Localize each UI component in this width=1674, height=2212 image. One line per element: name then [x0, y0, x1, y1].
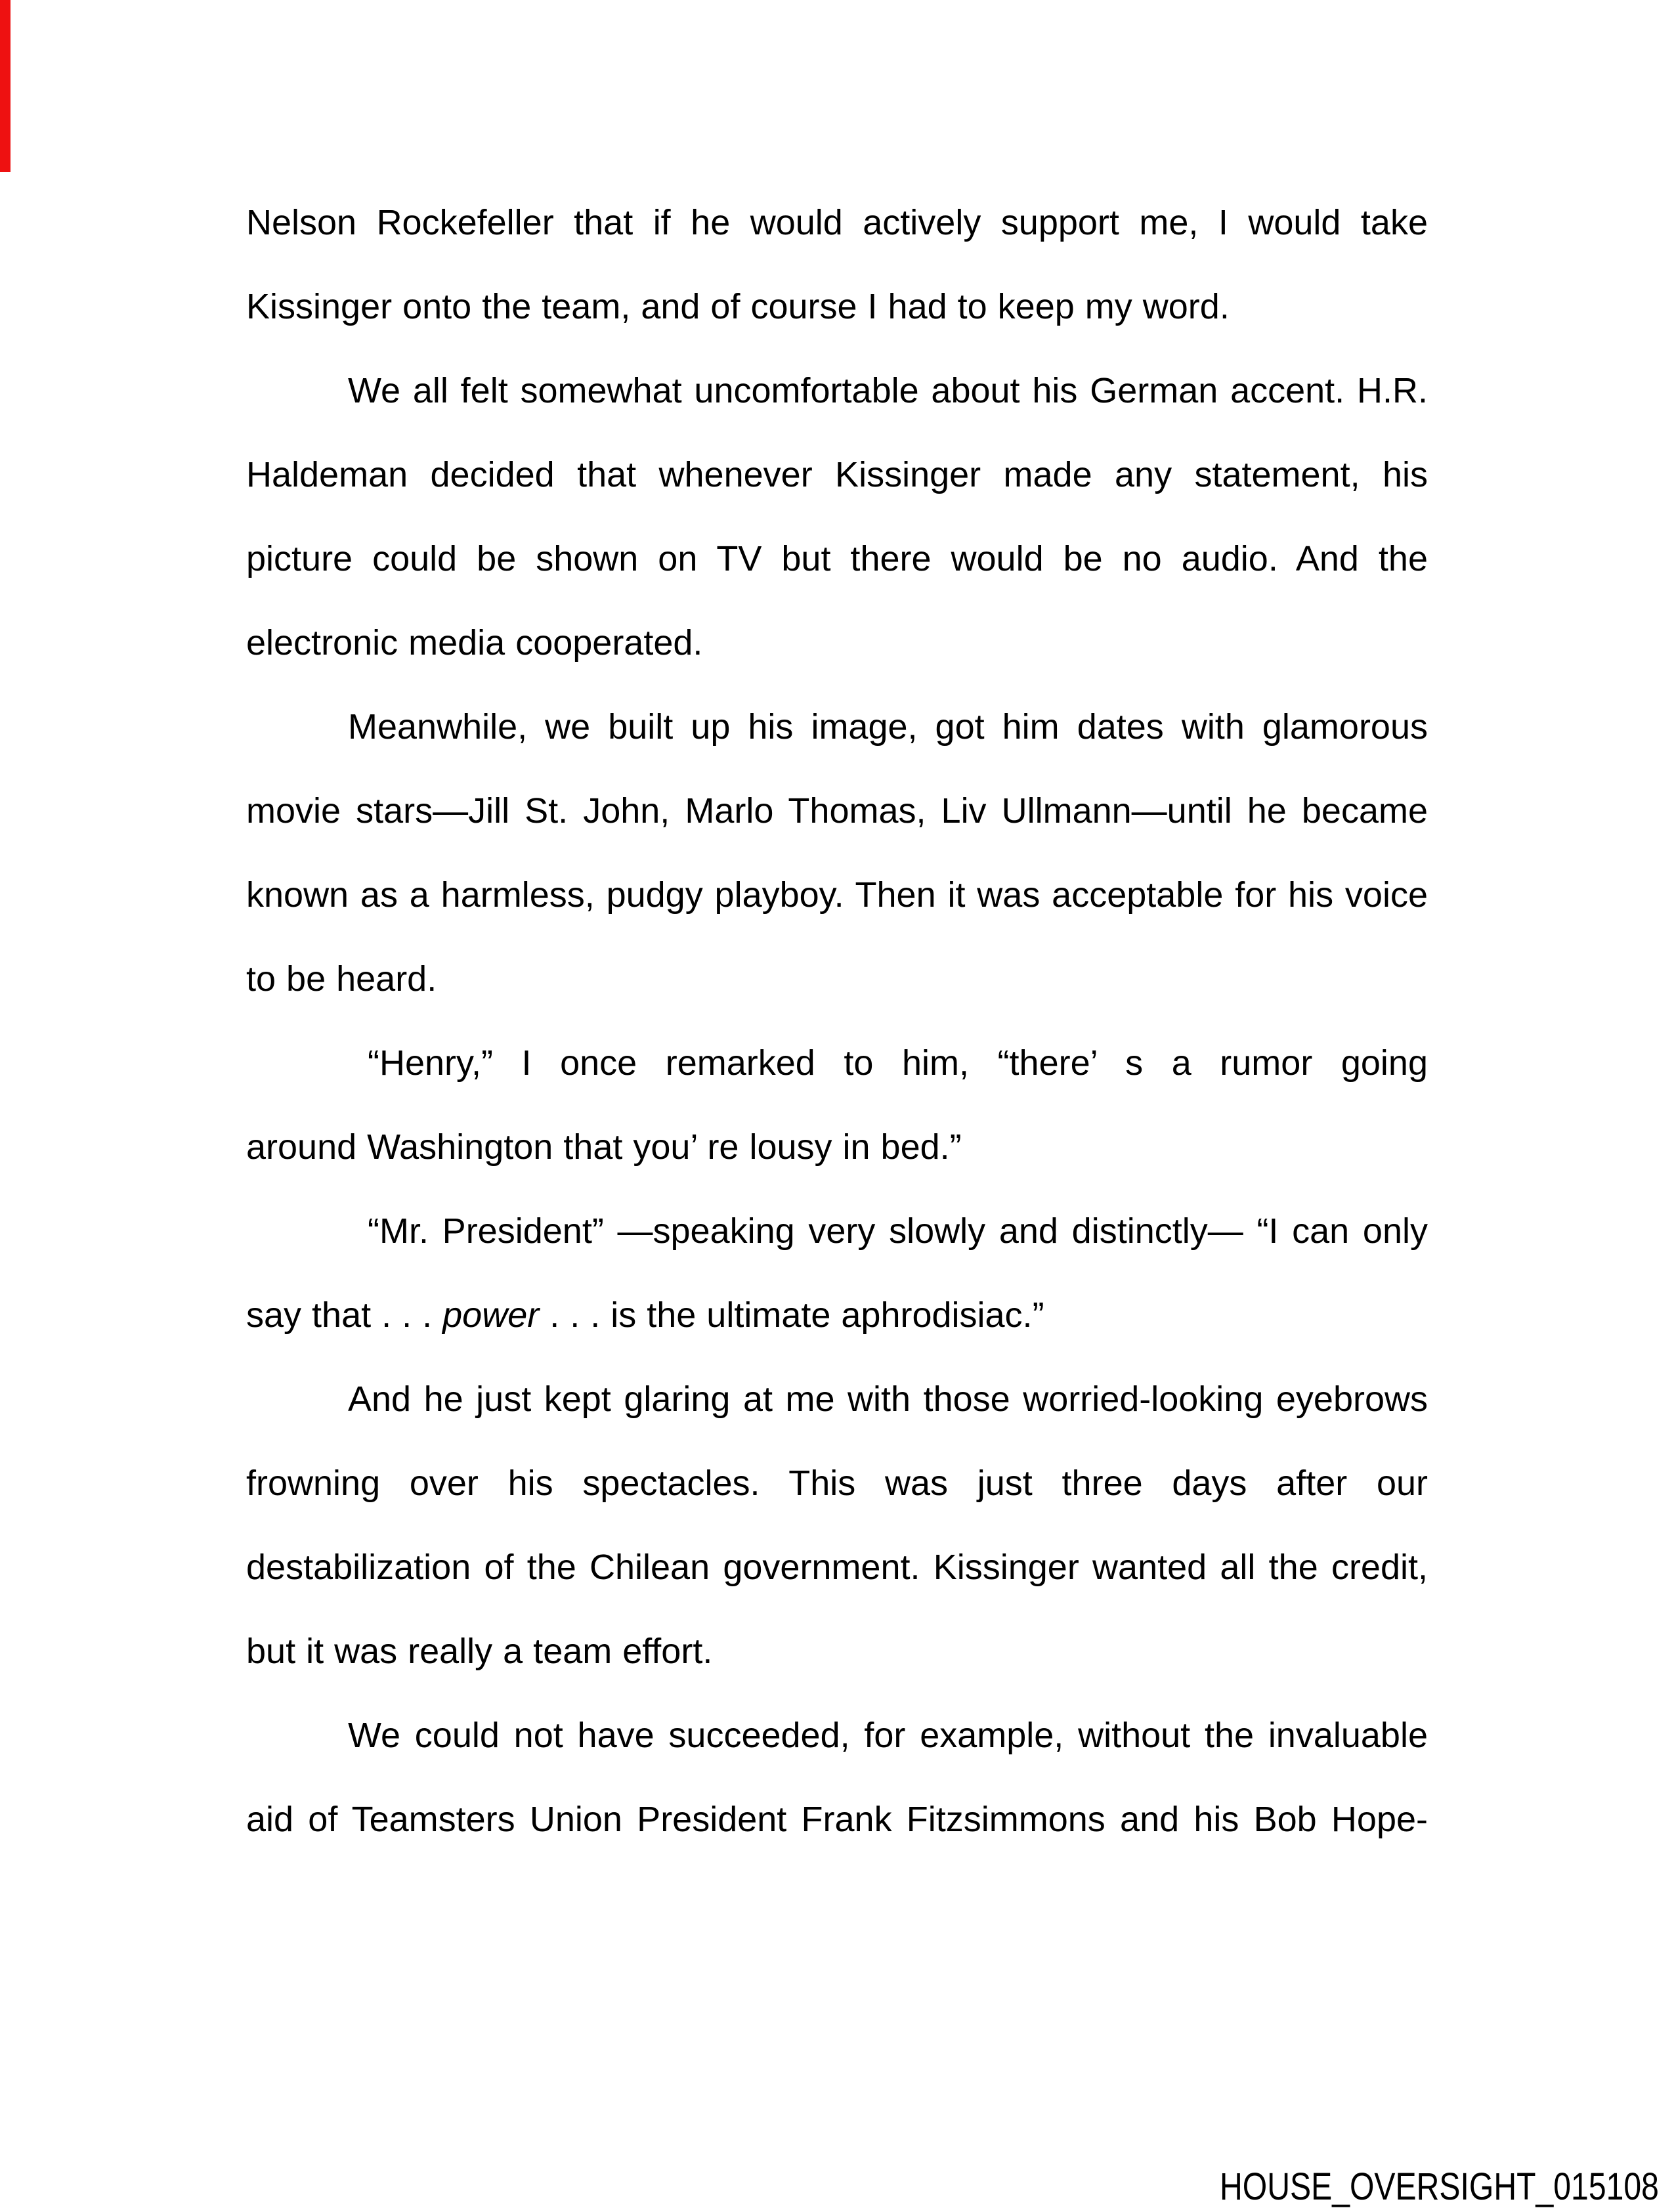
text-line — [246, 1441, 1428, 1525]
text-line — [246, 349, 1428, 433]
text-segment: electronic media cooperated. — [246, 623, 703, 662]
text-segment: destabilization of the Chilean government. Kissinger wanted all the credit, — [246, 1548, 1428, 1587]
text-segment: known as a harmless, pudgy playboy. Then it was acceptable for his voice — [246, 875, 1428, 915]
text-line — [246, 1357, 1428, 1441]
text-line — [246, 685, 1428, 769]
text-segment: “Henry,” I once remarked to him, “there’ s a rumor going — [368, 1043, 1428, 1083]
text-line — [246, 1021, 1428, 1105]
text-line — [246, 1273, 1428, 1357]
text-segment: We could not have succeeded, for example, without the invaluable — [348, 1716, 1428, 1755]
text-segment: Haldeman decided that whenever Kissinger made any statement, his — [246, 455, 1428, 494]
text-line — [246, 853, 1428, 937]
text-segment: aid of Teamsters Union President Frank Fitzsimmons and his Bob Hope- — [246, 1800, 1428, 1839]
text-line — [246, 1189, 1428, 1273]
text-segment: say that . . . — [246, 1295, 443, 1335]
text-segment: but it was really a team effort. — [246, 1632, 713, 1671]
text-segment: to be heard. — [246, 959, 437, 999]
text-line — [246, 265, 1428, 349]
text-segment: movie stars—Jill St. John, Marlo Thomas, Liv Ullmann—until he became — [246, 791, 1428, 831]
text-line — [246, 1693, 1428, 1777]
text-segment: around Washington that you’ re lousy in bed.” — [246, 1127, 962, 1167]
text-line — [246, 1525, 1428, 1609]
red-scan-artifact — [0, 0, 11, 172]
document-text — [246, 181, 1428, 1861]
text-line — [246, 601, 1428, 685]
text-line — [246, 181, 1428, 265]
text-segment: We all felt somewhat uncomfortable about his German accent. H.R. — [348, 371, 1428, 410]
text-line — [246, 433, 1428, 517]
text-line — [246, 769, 1428, 853]
text-segment: frowning over his spectacles. This was just three days after our — [246, 1464, 1428, 1503]
text-segment: And he just kept glaring at me with those worried-looking eyebrows — [348, 1379, 1428, 1419]
text-segment: Kissinger onto the team, and of course I had to keep my word. — [246, 287, 1230, 326]
text-segment: . . . is the ultimate aphrodisiac.” — [539, 1295, 1044, 1335]
bates-number: HOUSE_OVERSIGHT_015108 — [1220, 2165, 1659, 2208]
text-segment: picture could be shown on TV but there would be no audio. And the — [246, 539, 1428, 578]
text-line — [246, 1105, 1428, 1189]
text-line — [246, 1777, 1428, 1861]
text-line — [246, 517, 1428, 601]
text-segment: “Mr. President” —speaking very slowly and distinctly— “I can only — [368, 1211, 1428, 1251]
italic-text-segment: power — [442, 1295, 540, 1335]
text-line — [246, 1609, 1428, 1693]
text-segment: Meanwhile, we built up his image, got him dates with glamorous — [348, 707, 1428, 747]
text-segment: Nelson Rockefeller that if he would actively support me, I would take — [246, 203, 1428, 242]
text-line — [246, 937, 1428, 1021]
